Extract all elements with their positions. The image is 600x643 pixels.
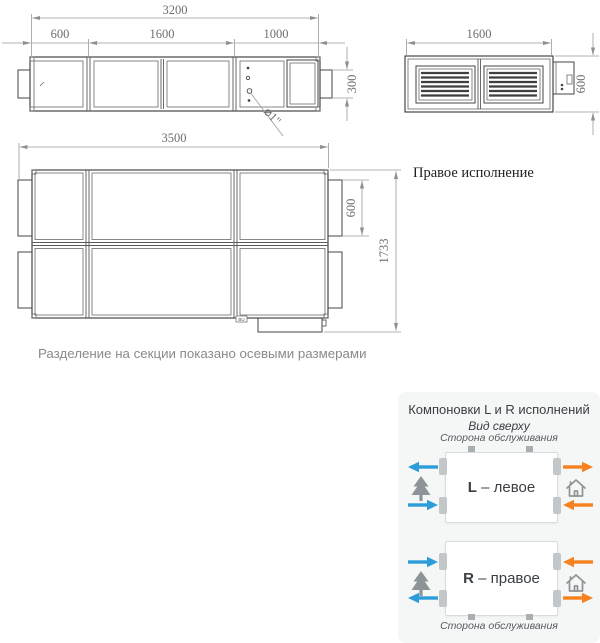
- panel-subtitle: Вид сверху: [468, 419, 530, 433]
- service-side-label-bottom: Сторона обслуживания: [440, 620, 558, 632]
- dimension-label-section1: 600: [50, 27, 70, 41]
- unit-tag: BU: [238, 316, 245, 322]
- duct-port: [439, 458, 447, 475]
- tree-icon: [410, 476, 432, 502]
- unit-name-r: – правое: [473, 570, 540, 587]
- unit-name-l: – левое: [476, 479, 536, 496]
- side-view: [18, 57, 332, 111]
- duct-port: [553, 590, 561, 607]
- outdoor-air-arrow-out-l: [407, 461, 439, 473]
- top-view: [18, 170, 342, 332]
- terminal-box: [553, 62, 574, 94]
- drain-size-label: ⌀1": [260, 104, 284, 128]
- tree-icon: [410, 571, 432, 597]
- indoor-air-arrow-out-l: [562, 461, 594, 473]
- duct-port: [439, 497, 447, 514]
- duct-port: [553, 497, 561, 514]
- dimension-label-section3: 1000: [263, 27, 289, 41]
- dimension-label-front-width: 1600: [466, 27, 492, 41]
- front-view-caption: Правое исполнение: [413, 165, 534, 181]
- unit-box-r: [445, 541, 558, 616]
- house-icon: [565, 573, 587, 593]
- dimension-label-top-duct-width: 600: [344, 198, 358, 218]
- indoor-air-arrow-out-r: [562, 592, 594, 604]
- duct-port: [439, 590, 447, 607]
- unit-label-r: [463, 570, 540, 587]
- dimension-label-section2: 1600: [149, 27, 175, 41]
- unit-label-l: [468, 479, 535, 496]
- dimension-label-duct-height: 300: [345, 74, 359, 94]
- sections-note: Разделение на секции показано осевыми размерами: [38, 346, 367, 361]
- indoor-air-arrow-in-r: [562, 556, 594, 568]
- outdoor-air-arrow-in-r: [407, 556, 439, 568]
- left-duct-flange: [18, 70, 30, 98]
- unit-box-l: [445, 452, 558, 523]
- panel-title: Компоновки L и R исполнений: [408, 402, 590, 417]
- dimension-label-depth: 1733: [377, 238, 391, 264]
- duct-port: [439, 553, 447, 570]
- unit-letter-l: L: [467, 479, 477, 496]
- layout-options-panel: [398, 392, 600, 643]
- dimension-label-top-overall: 3500: [161, 131, 187, 145]
- right-duct-flange: [320, 70, 332, 98]
- front-view: [405, 56, 574, 112]
- house-icon: [565, 478, 587, 498]
- dimension-label-front-height: 600: [574, 74, 588, 94]
- indoor-air-arrow-in-l: [562, 499, 594, 511]
- duct-port: [553, 458, 561, 475]
- dimension-label-overall-length: 3200: [162, 3, 188, 17]
- unit-letter-r: R: [463, 570, 474, 587]
- control-box: [258, 318, 326, 332]
- duct-port: [553, 553, 561, 570]
- service-side-label-top: Сторона обслуживания: [440, 432, 558, 444]
